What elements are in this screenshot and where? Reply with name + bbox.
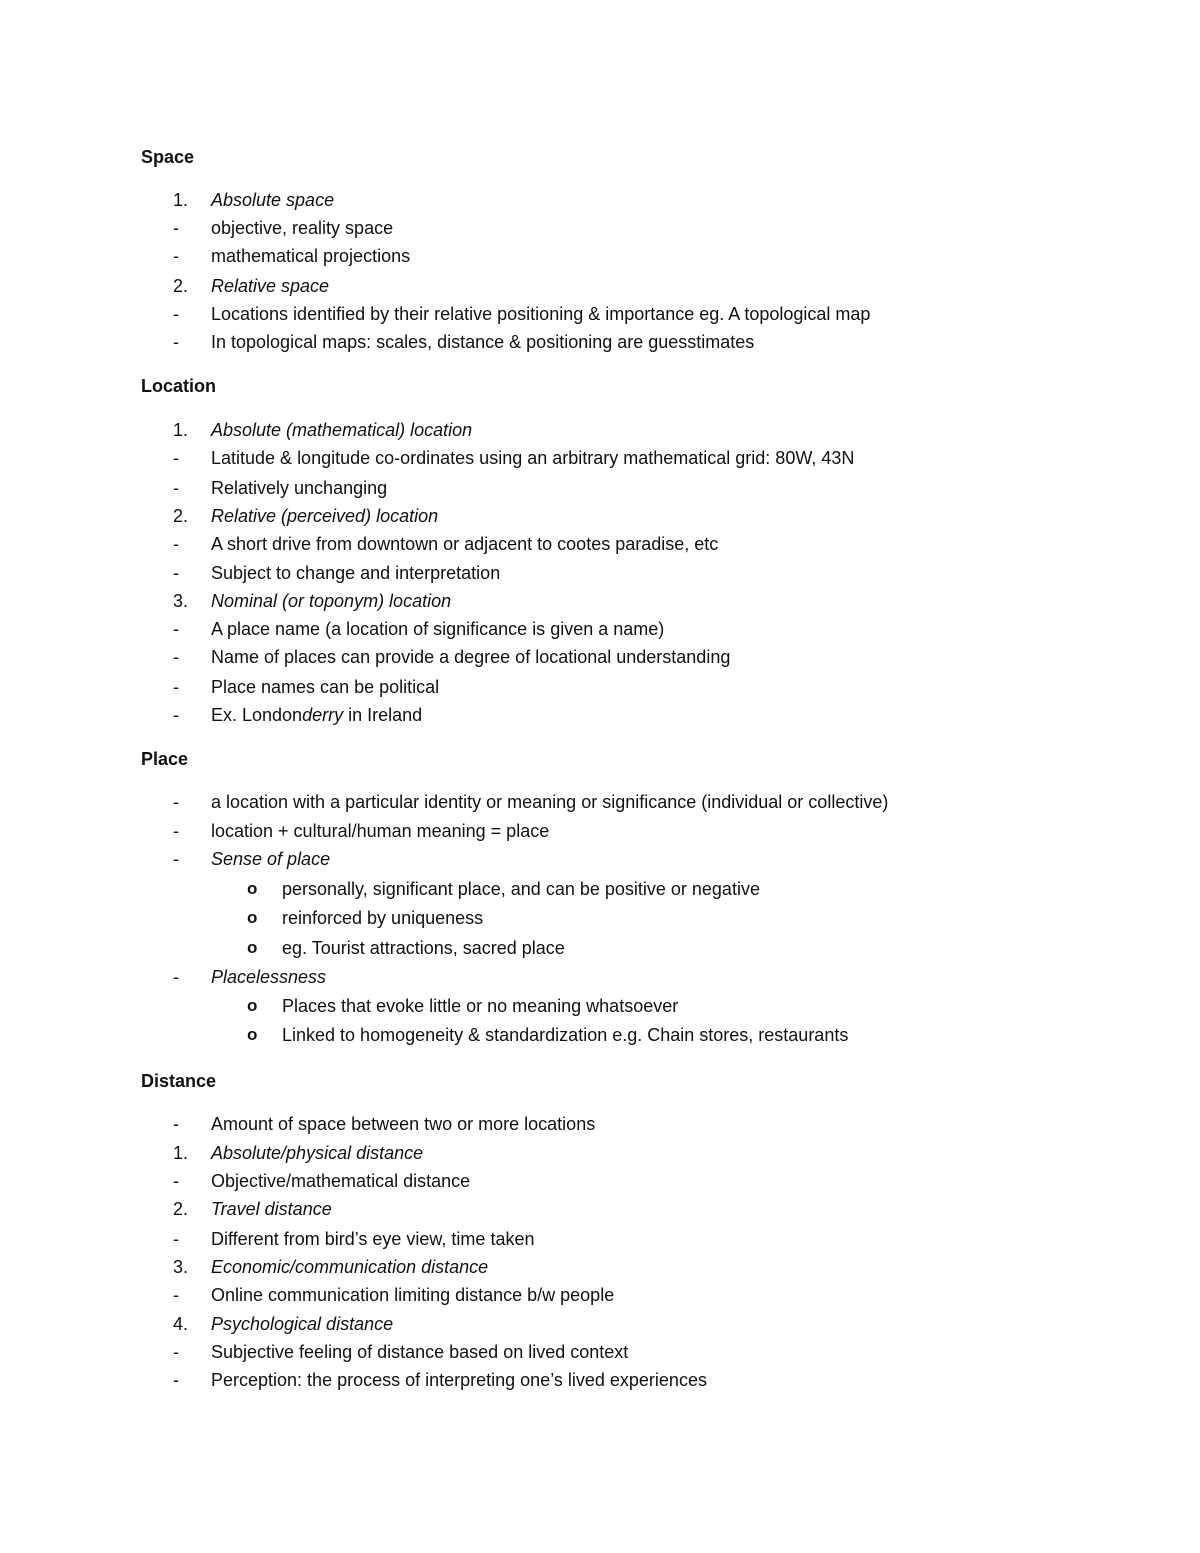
- list-item: Economic/communication distance: [211, 1257, 489, 1277]
- dash-bullet: -: [173, 619, 179, 639]
- dash-bullet: -: [173, 1342, 179, 1362]
- list-item: Psychological distance: [211, 1314, 394, 1334]
- list-item: Sense of place: [211, 849, 331, 869]
- list-item-text: in Ireland: [343, 705, 423, 725]
- list-item: mathematical projections: [211, 246, 411, 266]
- list-item: Travel distance: [211, 1199, 332, 1219]
- dash-bullet: -: [173, 534, 179, 554]
- list-item: A short drive from downtown or adjacent to cootes paradise, etc: [211, 534, 719, 554]
- list-item: Perception: the process of interpreting one’s lived experiences: [211, 1370, 707, 1390]
- list-item: Different from bird’s eye view, time taken: [211, 1229, 535, 1249]
- list-item-italic-text: derry: [302, 705, 344, 725]
- list-item: In topological maps: scales, distance & positioning are guesstimates: [211, 332, 755, 352]
- list-item: Relatively unchanging: [211, 478, 388, 498]
- list-item: Latitude & longitude co-ordinates using an arbitrary mathematical grid: 80W, 43N: [211, 448, 855, 468]
- dash-bullet: -: [173, 1370, 179, 1390]
- list-item: [211, 704, 422, 726]
- dash-bullet: -: [173, 792, 179, 812]
- list-item: Relative (perceived) location: [211, 506, 439, 526]
- dash-bullet: -: [173, 218, 179, 238]
- list-item: Relative space: [211, 276, 330, 296]
- list-number: 2.: [173, 276, 189, 296]
- dash-bullet: -: [173, 563, 179, 583]
- dash-bullet: -: [173, 677, 179, 697]
- list-number: 3.: [173, 1257, 189, 1277]
- dash-bullet: -: [173, 1285, 179, 1305]
- list-item: Absolute/physical distance: [211, 1143, 424, 1163]
- list-number: 1.: [173, 420, 189, 440]
- dash-bullet: -: [173, 821, 179, 841]
- dash-bullet: -: [173, 478, 179, 498]
- sub-list-item: personally, significant place, and can be positive or negative: [282, 879, 760, 899]
- sub-bullet: o: [247, 908, 258, 927]
- list-item: location + cultural/human meaning = place: [211, 821, 550, 841]
- list-item: Absolute space: [211, 190, 335, 210]
- list-item: A place name (a location of significance is given a name): [211, 619, 665, 639]
- sub-bullet: o: [247, 1025, 258, 1044]
- dash-bullet: -: [173, 967, 179, 987]
- sub-list-item: Places that evoke little or no meaning whatsoever: [282, 996, 679, 1016]
- list-item: Place names can be political: [211, 677, 440, 697]
- list-number: 2.: [173, 506, 189, 526]
- dash-bullet: -: [173, 304, 179, 324]
- heading-space: Space: [141, 147, 195, 167]
- dash-bullet: -: [173, 647, 179, 667]
- list-item: Locations identified by their relative positioning & importance eg. A topological map: [211, 304, 871, 324]
- list-item: a location with a particular identity or meaning or significance (individual or collective): [211, 792, 889, 812]
- dash-bullet: -: [173, 849, 179, 869]
- sub-list-item: eg. Tourist attractions, sacred place: [282, 938, 565, 958]
- sub-bullet: o: [247, 996, 258, 1015]
- list-item: Nominal (or toponym) location: [211, 591, 452, 611]
- list-item: Name of places can provide a degree of locational understanding: [211, 647, 731, 667]
- list-item: Subject to change and interpretation: [211, 563, 501, 583]
- dash-bullet: -: [173, 705, 179, 725]
- list-number: 3.: [173, 591, 189, 611]
- sub-bullet: o: [247, 938, 258, 957]
- dash-bullet: -: [173, 332, 179, 352]
- list-number: 1.: [173, 190, 189, 210]
- heading-distance: Distance: [141, 1071, 217, 1091]
- list-item: Subjective feeling of distance based on lived context: [211, 1342, 629, 1362]
- list-item-text: Ex. London: [211, 705, 303, 725]
- sub-list-item: Linked to homogeneity & standardization e.g. Chain stores, restaurants: [282, 1025, 849, 1045]
- list-number: 1.: [173, 1143, 189, 1163]
- list-item: Amount of space between two or more locations: [211, 1114, 596, 1134]
- sub-list-item: reinforced by uniqueness: [282, 908, 484, 928]
- heading-place: Place: [141, 749, 189, 769]
- list-item: Online communication limiting distance b/w people: [211, 1285, 615, 1305]
- dash-bullet: -: [173, 1171, 179, 1191]
- sub-bullet: o: [247, 879, 258, 898]
- dash-bullet: -: [173, 448, 179, 468]
- heading-location: Location: [141, 376, 216, 396]
- dash-bullet: -: [173, 1229, 179, 1249]
- dash-bullet: -: [173, 1114, 179, 1134]
- list-item: Absolute (mathematical) location: [211, 420, 473, 440]
- list-number: 4.: [173, 1314, 189, 1334]
- list-number: 2.: [173, 1199, 189, 1219]
- list-item: Placelessness: [211, 967, 327, 987]
- list-item: Objective/mathematical distance: [211, 1171, 471, 1191]
- dash-bullet: -: [173, 246, 179, 266]
- list-item: objective, reality space: [211, 218, 394, 238]
